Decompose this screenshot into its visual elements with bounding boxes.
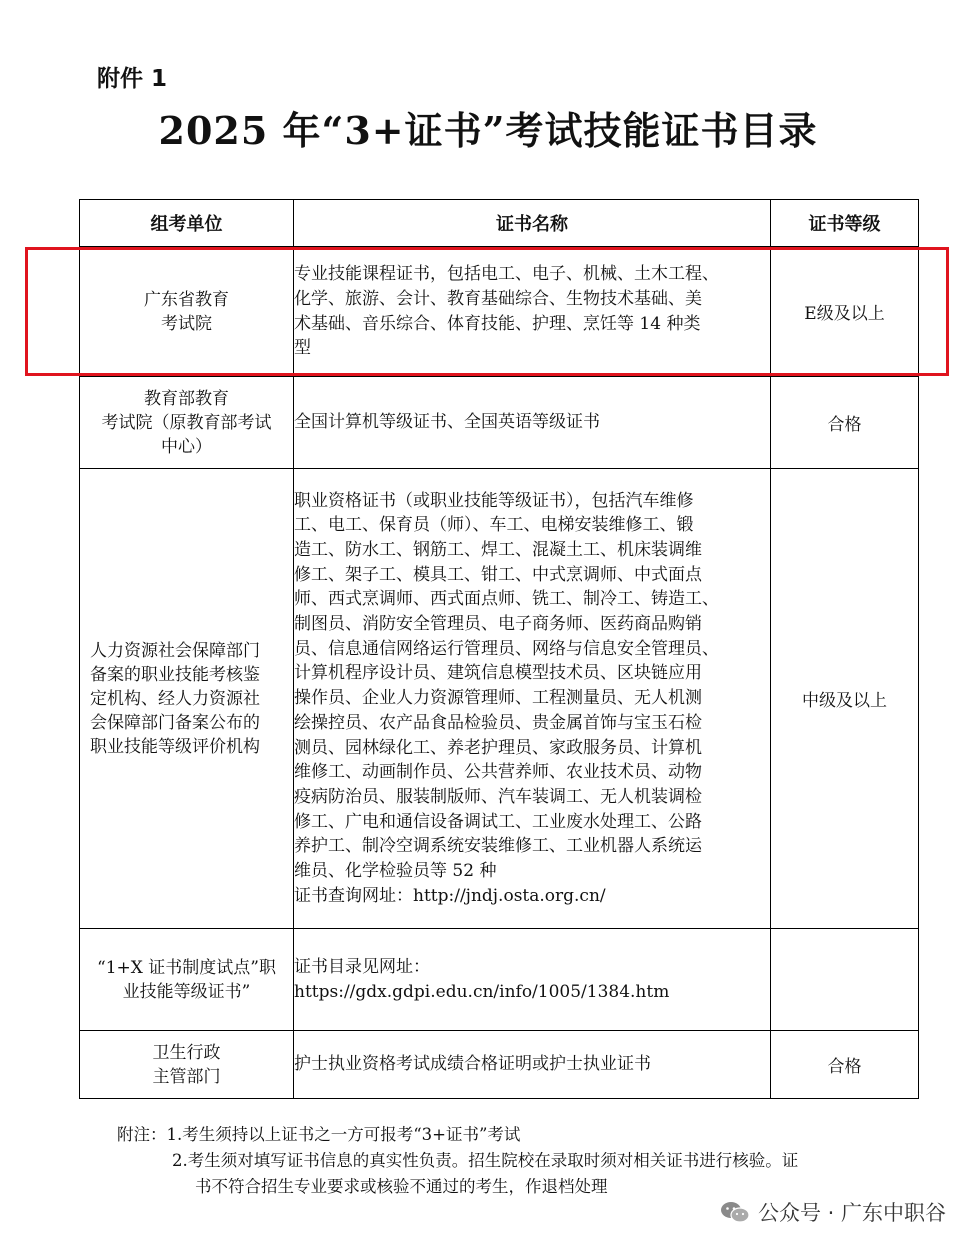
table-row — [80, 929, 919, 1031]
cert-name-cell — [294, 377, 771, 469]
cert-query-url: 证书查询网址：http://jndj.osta.org.cn/ — [294, 885, 606, 906]
highlight-box — [25, 247, 949, 376]
unit-line: 业技能等级证书” — [122, 981, 251, 1002]
cert-line: 维员、化学检验员等 52 种 — [294, 861, 497, 882]
cert-line: 养护工、制冷空调系统安装维修工、工业机器人系统运 — [294, 836, 702, 857]
unit-line: “1+X 证书制度试点”职 — [97, 957, 276, 978]
cert-line: 员、信息通信网络运行管理员、网络与信息安全管理员、 — [294, 638, 719, 659]
cert-line: 工、电工、保育员（师）、车工、电梯安装维修工、锻 — [294, 515, 694, 536]
unit-cell — [80, 929, 294, 1031]
cert-catalog-url: https://gdx.gdpi.edu.cn/info/1005/1384.htm — [294, 981, 670, 1002]
cert-line: 制图员、消防安全管理员、电子商务师、医药商品购销 — [294, 614, 702, 635]
table-header-row — [80, 200, 919, 247]
cert-line: 型 — [294, 338, 311, 359]
watermark — [720, 1197, 946, 1227]
cert-name-cell — [294, 469, 771, 929]
unit-cell — [80, 1031, 294, 1099]
unit-line: 卫生行政 — [152, 1042, 221, 1063]
cert-line: 计算机程序设计员、建筑信息模型技术员、区块链应用 — [294, 663, 702, 684]
note-line: 附注：1.考生须持以上证书之一方可报考“3+证书”考试 — [117, 1125, 521, 1144]
cert-line: 专业技能课程证书，包括电工、电子、机械、土木工程、 — [294, 264, 719, 285]
wechat-icon — [720, 1200, 750, 1224]
cert-level-cell: 合格 — [771, 377, 919, 469]
cert-line: 化学、旅游、会计、教育基础综合、生物技术基础、美 — [294, 288, 702, 309]
note-line: 书不符合招生专业要求或核验不通过的考生，作退档处理 — [195, 1177, 608, 1196]
cert-line: 职业资格证书（或职业技能等级证书），包括汽车维修 — [294, 490, 694, 511]
unit-line: 教育部教育 — [144, 388, 229, 409]
header-cert-name: 证书名称 — [294, 200, 771, 247]
cert-line: 疫病防治员、服装制版师、汽车装调工、无人机装调检 — [294, 786, 702, 807]
cert-line: 术基础、音乐综合、体育技能、护理、烹饪等 14 种类 — [294, 313, 701, 334]
unit-line: 考试院 — [161, 313, 212, 334]
unit-cell — [80, 377, 294, 469]
cert-name-cell — [294, 929, 771, 1031]
cert-level-cell: E级及以上 — [771, 247, 919, 377]
cert-name-cell — [294, 1031, 771, 1099]
cert-line: 造工、防水工、钢筋工、焊工、混凝土工、机床装调维 — [294, 539, 702, 560]
document-title: 2025 年“3+证书”考试技能证书目录 — [158, 108, 818, 153]
unit-line: 广东省教育 — [144, 289, 229, 310]
cert-line: 绘操控员、农产品食品检验员、贵金属首饰与宝玉石检 — [294, 712, 702, 733]
notes — [117, 1122, 798, 1200]
cert-line: 证书目录见网址： — [294, 956, 430, 977]
unit-cell — [80, 469, 294, 929]
unit-line: 主管部门 — [152, 1066, 221, 1087]
cert-line: 测员、园林绿化工、养老护理员、家政服务员、计算机 — [294, 737, 702, 758]
cert-line: 修工、广电和通信设备调试工、工业废水处理工、公路 — [294, 811, 702, 832]
header-cert-level: 证书等级 — [771, 200, 919, 247]
note-line: 2.考生须对填写证书信息的真实性负责。招生院校在录取时须对相关证书进行核验。证 — [172, 1151, 799, 1170]
header-unit: 组考单位 — [80, 200, 294, 247]
cert-line: 师、西式烹调师、西式面点师、铣工、制冷工、铸造工、 — [294, 589, 719, 610]
watermark-text: 公众号 · 广东中职谷 — [757, 1201, 946, 1225]
unit-line: 职业技能等级评价机构 — [90, 736, 260, 757]
unit-line: 定机构、经人力资源社 — [90, 688, 260, 709]
unit-line: 会保障部门备案公布的 — [90, 712, 260, 733]
cert-level-cell: 合格 — [771, 1031, 919, 1099]
table-row — [80, 1031, 919, 1099]
attachment-label: 附件 1 — [97, 66, 168, 92]
cert-line: 护士执业资格考试成绩合格证明或护士执业证书 — [294, 1054, 651, 1075]
cert-level-cell — [771, 929, 919, 1031]
unit-line: 人力资源社会保障部门 — [90, 640, 260, 661]
cert-line: 修工、架子工、模具工、钳工、中式烹调师、中式面点 — [294, 564, 702, 585]
table-row — [80, 469, 919, 929]
unit-line: 考试院（原教育部考试 — [101, 412, 272, 433]
unit-line: 备案的职业技能考核鉴 — [90, 664, 260, 685]
table-row — [80, 377, 919, 469]
cert-line: 全国计算机等级证书、全国英语等级证书 — [294, 412, 600, 433]
cert-level-cell: 中级及以上 — [771, 469, 919, 929]
unit-line: 中心） — [161, 436, 212, 457]
cert-line: 维修工、动画制作员、公共营养师、农业技术员、动物 — [294, 762, 702, 783]
cert-line: 操作员、企业人力资源管理师、工程测量员、无人机测 — [294, 688, 702, 709]
